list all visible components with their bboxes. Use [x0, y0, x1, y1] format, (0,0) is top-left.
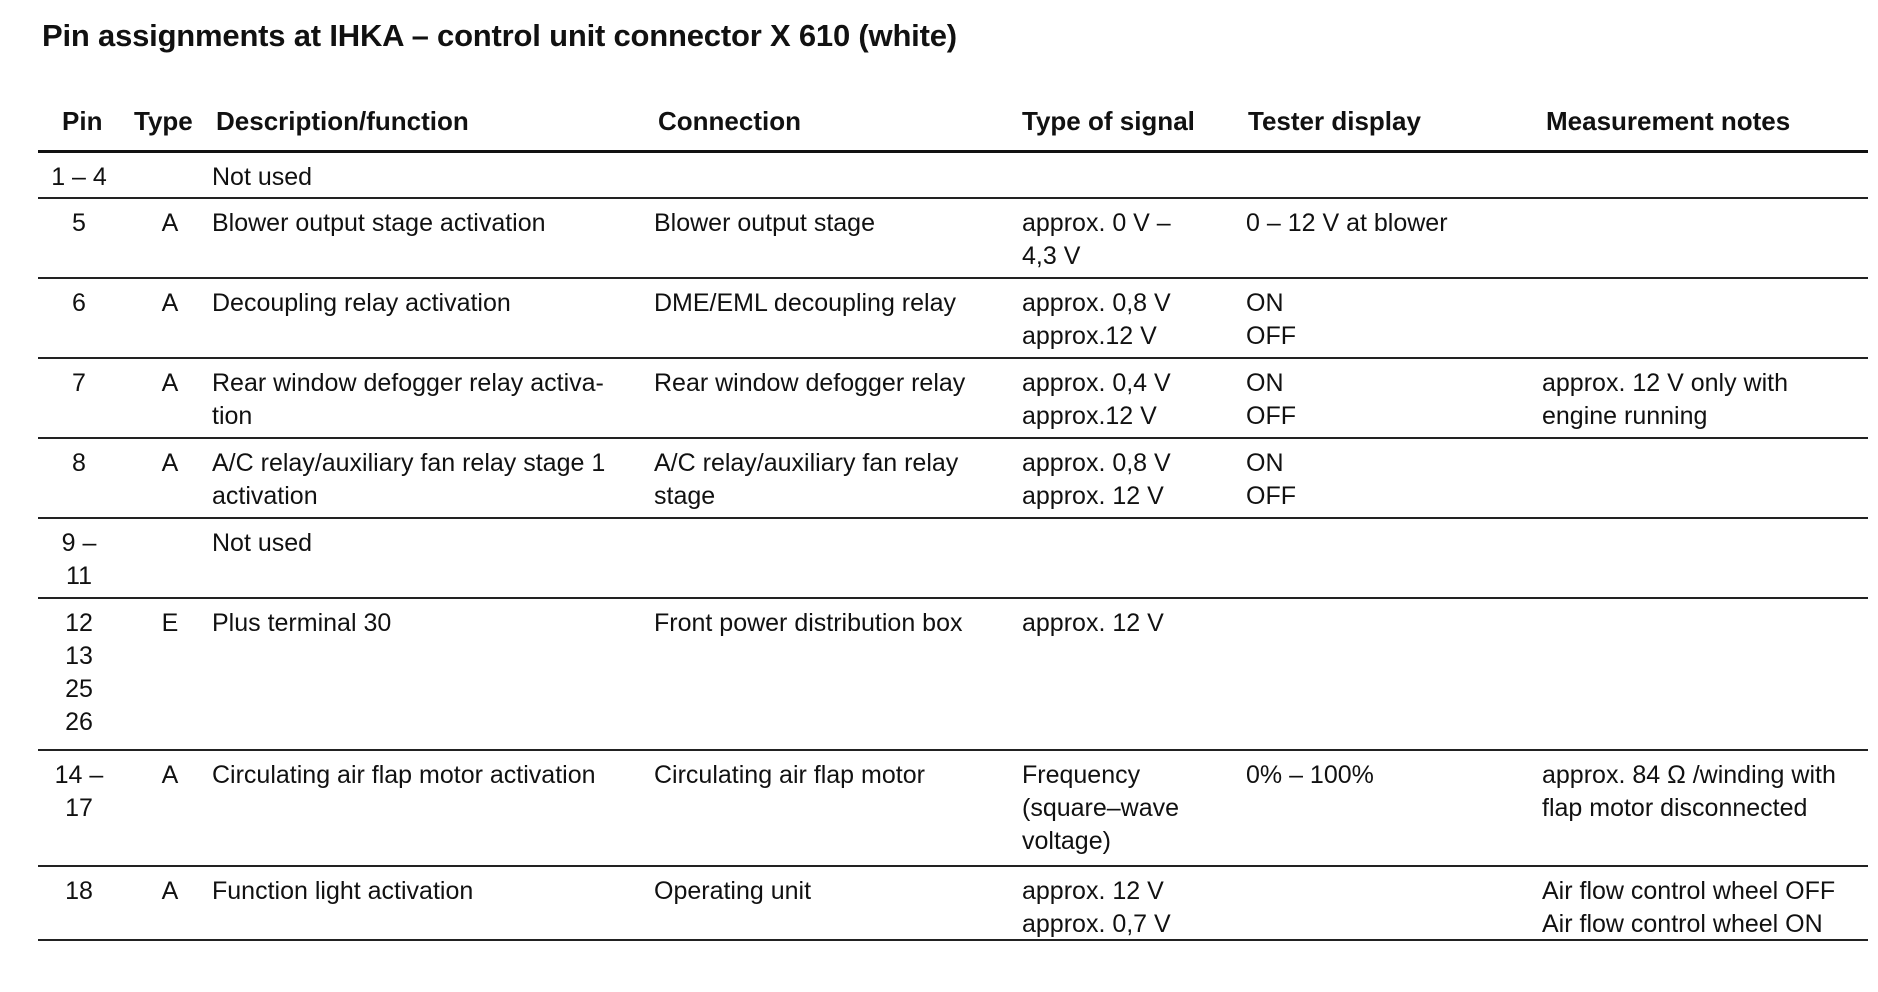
cell-connection-line: Circulating air flap motor: [654, 761, 925, 789]
table-row: [38, 867, 1868, 941]
cell-tester-display: [1246, 447, 1536, 513]
cell-type: [138, 759, 202, 792]
cell-signal-line: approx. 0,8 V: [1022, 289, 1171, 317]
cell-signal-line: approx.12 V: [1022, 322, 1157, 350]
cell-description-line: Not used: [212, 163, 313, 191]
cell-description: [212, 875, 662, 908]
header-signal: Type of signal: [1022, 106, 1195, 136]
cell-pin-line: 1 – 4: [51, 163, 107, 191]
cell-connection: [654, 875, 1014, 908]
cell-type: [138, 367, 202, 400]
table-row: [38, 359, 1868, 439]
cell-description: [212, 759, 662, 792]
cell-pin: [38, 759, 120, 825]
cell-signal-line: approx. 12 V: [1022, 482, 1164, 510]
cell-tester-display-line: 0 – 12 V at blower: [1246, 209, 1448, 237]
cell-signal-line: voltage): [1022, 827, 1111, 855]
cell-type: [138, 875, 202, 908]
cell-description: [212, 367, 662, 433]
header-connection: Connection: [658, 106, 801, 136]
header-tester-display: Tester display: [1248, 106, 1421, 136]
cell-signal-line: approx. 0,7 V: [1022, 910, 1171, 938]
cell-description-line: Not used: [212, 529, 313, 557]
cell-signal-line: approx. 12 V: [1022, 877, 1164, 905]
cell-measurement-notes-line: approx. 12 V only with: [1542, 369, 1788, 397]
cell-tester-display-line: 0% – 100%: [1246, 761, 1374, 789]
cell-connection: [654, 447, 1014, 513]
cell-connection-line: Front power distribution box: [654, 609, 963, 637]
cell-pin-line: 18: [65, 877, 93, 905]
cell-description-line: Rear window defogger relay activa-: [212, 369, 604, 397]
cell-tester-display: [1246, 367, 1536, 433]
cell-description: [212, 527, 662, 560]
header-description: Description/function: [216, 106, 469, 136]
cell-description: [212, 607, 662, 640]
cell-signal: [1022, 759, 1248, 858]
cell-pin-line: 6: [72, 289, 86, 317]
cell-signal-line: approx. 0,8 V: [1022, 449, 1171, 477]
cell-pin-line: 14 –: [54, 761, 104, 789]
cell-type-line: A: [161, 289, 179, 317]
cell-description-line: A/C relay/auxiliary fan relay stage 1: [212, 449, 606, 477]
cell-connection-line: Blower output stage: [654, 209, 875, 237]
table-row: [38, 199, 1868, 279]
page-title: Pin assignments at IHKA – control unit connector X 610 (white): [42, 18, 957, 53]
header-type: Type: [134, 106, 193, 136]
cell-type: [138, 287, 202, 320]
cell-signal-line: 4,3 V: [1022, 242, 1081, 270]
cell-description: [212, 161, 662, 194]
cell-connection: [654, 759, 1014, 792]
cell-type-line: E: [161, 609, 179, 637]
cell-connection-line: DME/EML decoupling relay: [654, 289, 956, 317]
cell-measurement-notes: [1542, 875, 1872, 941]
cell-connection: [654, 607, 1014, 640]
cell-signal-line: approx. 12 V: [1022, 609, 1164, 637]
cell-pin: [38, 875, 120, 908]
pin-assignment-table: [38, 100, 1868, 941]
cell-tester-display-line: OFF: [1246, 402, 1296, 430]
table-row: [38, 519, 1868, 599]
cell-pin-line: 8: [72, 449, 86, 477]
cell-pin-line: 26: [65, 708, 93, 736]
cell-pin-line: 7: [72, 369, 86, 397]
cell-pin-line: 17: [65, 794, 93, 822]
cell-pin: [38, 287, 120, 320]
cell-measurement-notes-line: approx. 84 Ω /winding with: [1542, 761, 1836, 789]
cell-pin: [38, 447, 120, 480]
cell-description-line: Decoupling relay activation: [212, 289, 511, 317]
cell-measurement-notes: [1542, 367, 1872, 433]
header-pin: Pin: [62, 106, 103, 136]
cell-tester-display-line: OFF: [1246, 482, 1296, 510]
cell-connection-line: A/C relay/auxiliary fan relay: [654, 449, 959, 477]
cell-signal-line: Frequency: [1022, 761, 1141, 789]
cell-tester-display-line: ON: [1246, 369, 1284, 397]
cell-signal: [1022, 287, 1248, 353]
cell-measurement-notes-line: Air flow control wheel OFF: [1542, 877, 1836, 905]
cell-pin: [38, 161, 120, 194]
cell-description-line: Circulating air flap motor activation: [212, 761, 596, 789]
cell-signal-line: approx. 0,4 V: [1022, 369, 1171, 397]
cell-pin-line: 9 –: [61, 529, 97, 557]
cell-type: [138, 447, 202, 480]
cell-pin: [38, 527, 120, 593]
table-row: [38, 439, 1868, 519]
table-row: [38, 153, 1868, 199]
cell-connection-line: Rear window defogger relay: [654, 369, 966, 397]
cell-pin: [38, 367, 120, 400]
cell-type-line: A: [161, 449, 179, 477]
table-row: [38, 751, 1868, 867]
cell-pin-line: 11: [66, 562, 92, 590]
cell-signal-line: approx. 0 V –: [1022, 209, 1171, 237]
table-row: [38, 599, 1868, 751]
table-row: [38, 279, 1868, 359]
cell-measurement-notes-line: Air flow control wheel ON: [1542, 910, 1823, 938]
cell-description: [212, 287, 662, 320]
cell-tester-display: [1246, 207, 1536, 240]
cell-signal: [1022, 447, 1248, 513]
cell-type-line: A: [161, 369, 179, 397]
cell-description-line: Blower output stage activation: [212, 209, 546, 237]
cell-description-line: activation: [212, 482, 318, 510]
table-header: [38, 100, 1868, 153]
cell-connection-line: Operating unit: [654, 877, 812, 905]
cell-type: [138, 607, 202, 640]
cell-signal-line: (square–wave: [1022, 794, 1180, 822]
cell-type-line: A: [161, 877, 179, 905]
cell-signal-line: approx.12 V: [1022, 402, 1157, 430]
cell-tester-display-line: ON: [1246, 289, 1284, 317]
cell-description: [212, 447, 662, 513]
cell-pin-line: 25: [65, 675, 93, 703]
cell-description-line: Function light activation: [212, 877, 474, 905]
cell-pin-line: 13: [65, 642, 93, 670]
cell-description-line: Plus terminal 30: [212, 609, 392, 637]
cell-tester-display: [1246, 759, 1536, 792]
cell-connection: [654, 287, 1014, 320]
cell-measurement-notes: [1542, 759, 1872, 825]
cell-pin-line: 12: [65, 609, 93, 637]
cell-type: [138, 207, 202, 240]
cell-description-line: tion: [212, 402, 253, 430]
cell-signal: [1022, 607, 1248, 640]
cell-connection: [654, 207, 1014, 240]
cell-measurement-notes-line: flap motor disconnected: [1542, 794, 1808, 822]
cell-connection: [654, 367, 1014, 400]
cell-connection-line: stage: [654, 482, 716, 510]
cell-signal: [1022, 367, 1248, 433]
cell-tester-display-line: ON: [1246, 449, 1284, 477]
cell-signal: [1022, 207, 1248, 273]
header-measurement-notes: Measurement notes: [1546, 106, 1791, 136]
cell-measurement-notes-line: engine running: [1542, 402, 1708, 430]
cell-pin: [38, 207, 120, 240]
cell-tester-display-line: OFF: [1246, 322, 1296, 350]
cell-pin-line: 5: [72, 209, 86, 237]
cell-type-line: A: [161, 209, 179, 237]
cell-pin: [38, 607, 120, 739]
cell-description: [212, 207, 662, 240]
cell-tester-display: [1246, 287, 1536, 353]
cell-type-line: A: [161, 761, 179, 789]
cell-signal: [1022, 875, 1248, 941]
